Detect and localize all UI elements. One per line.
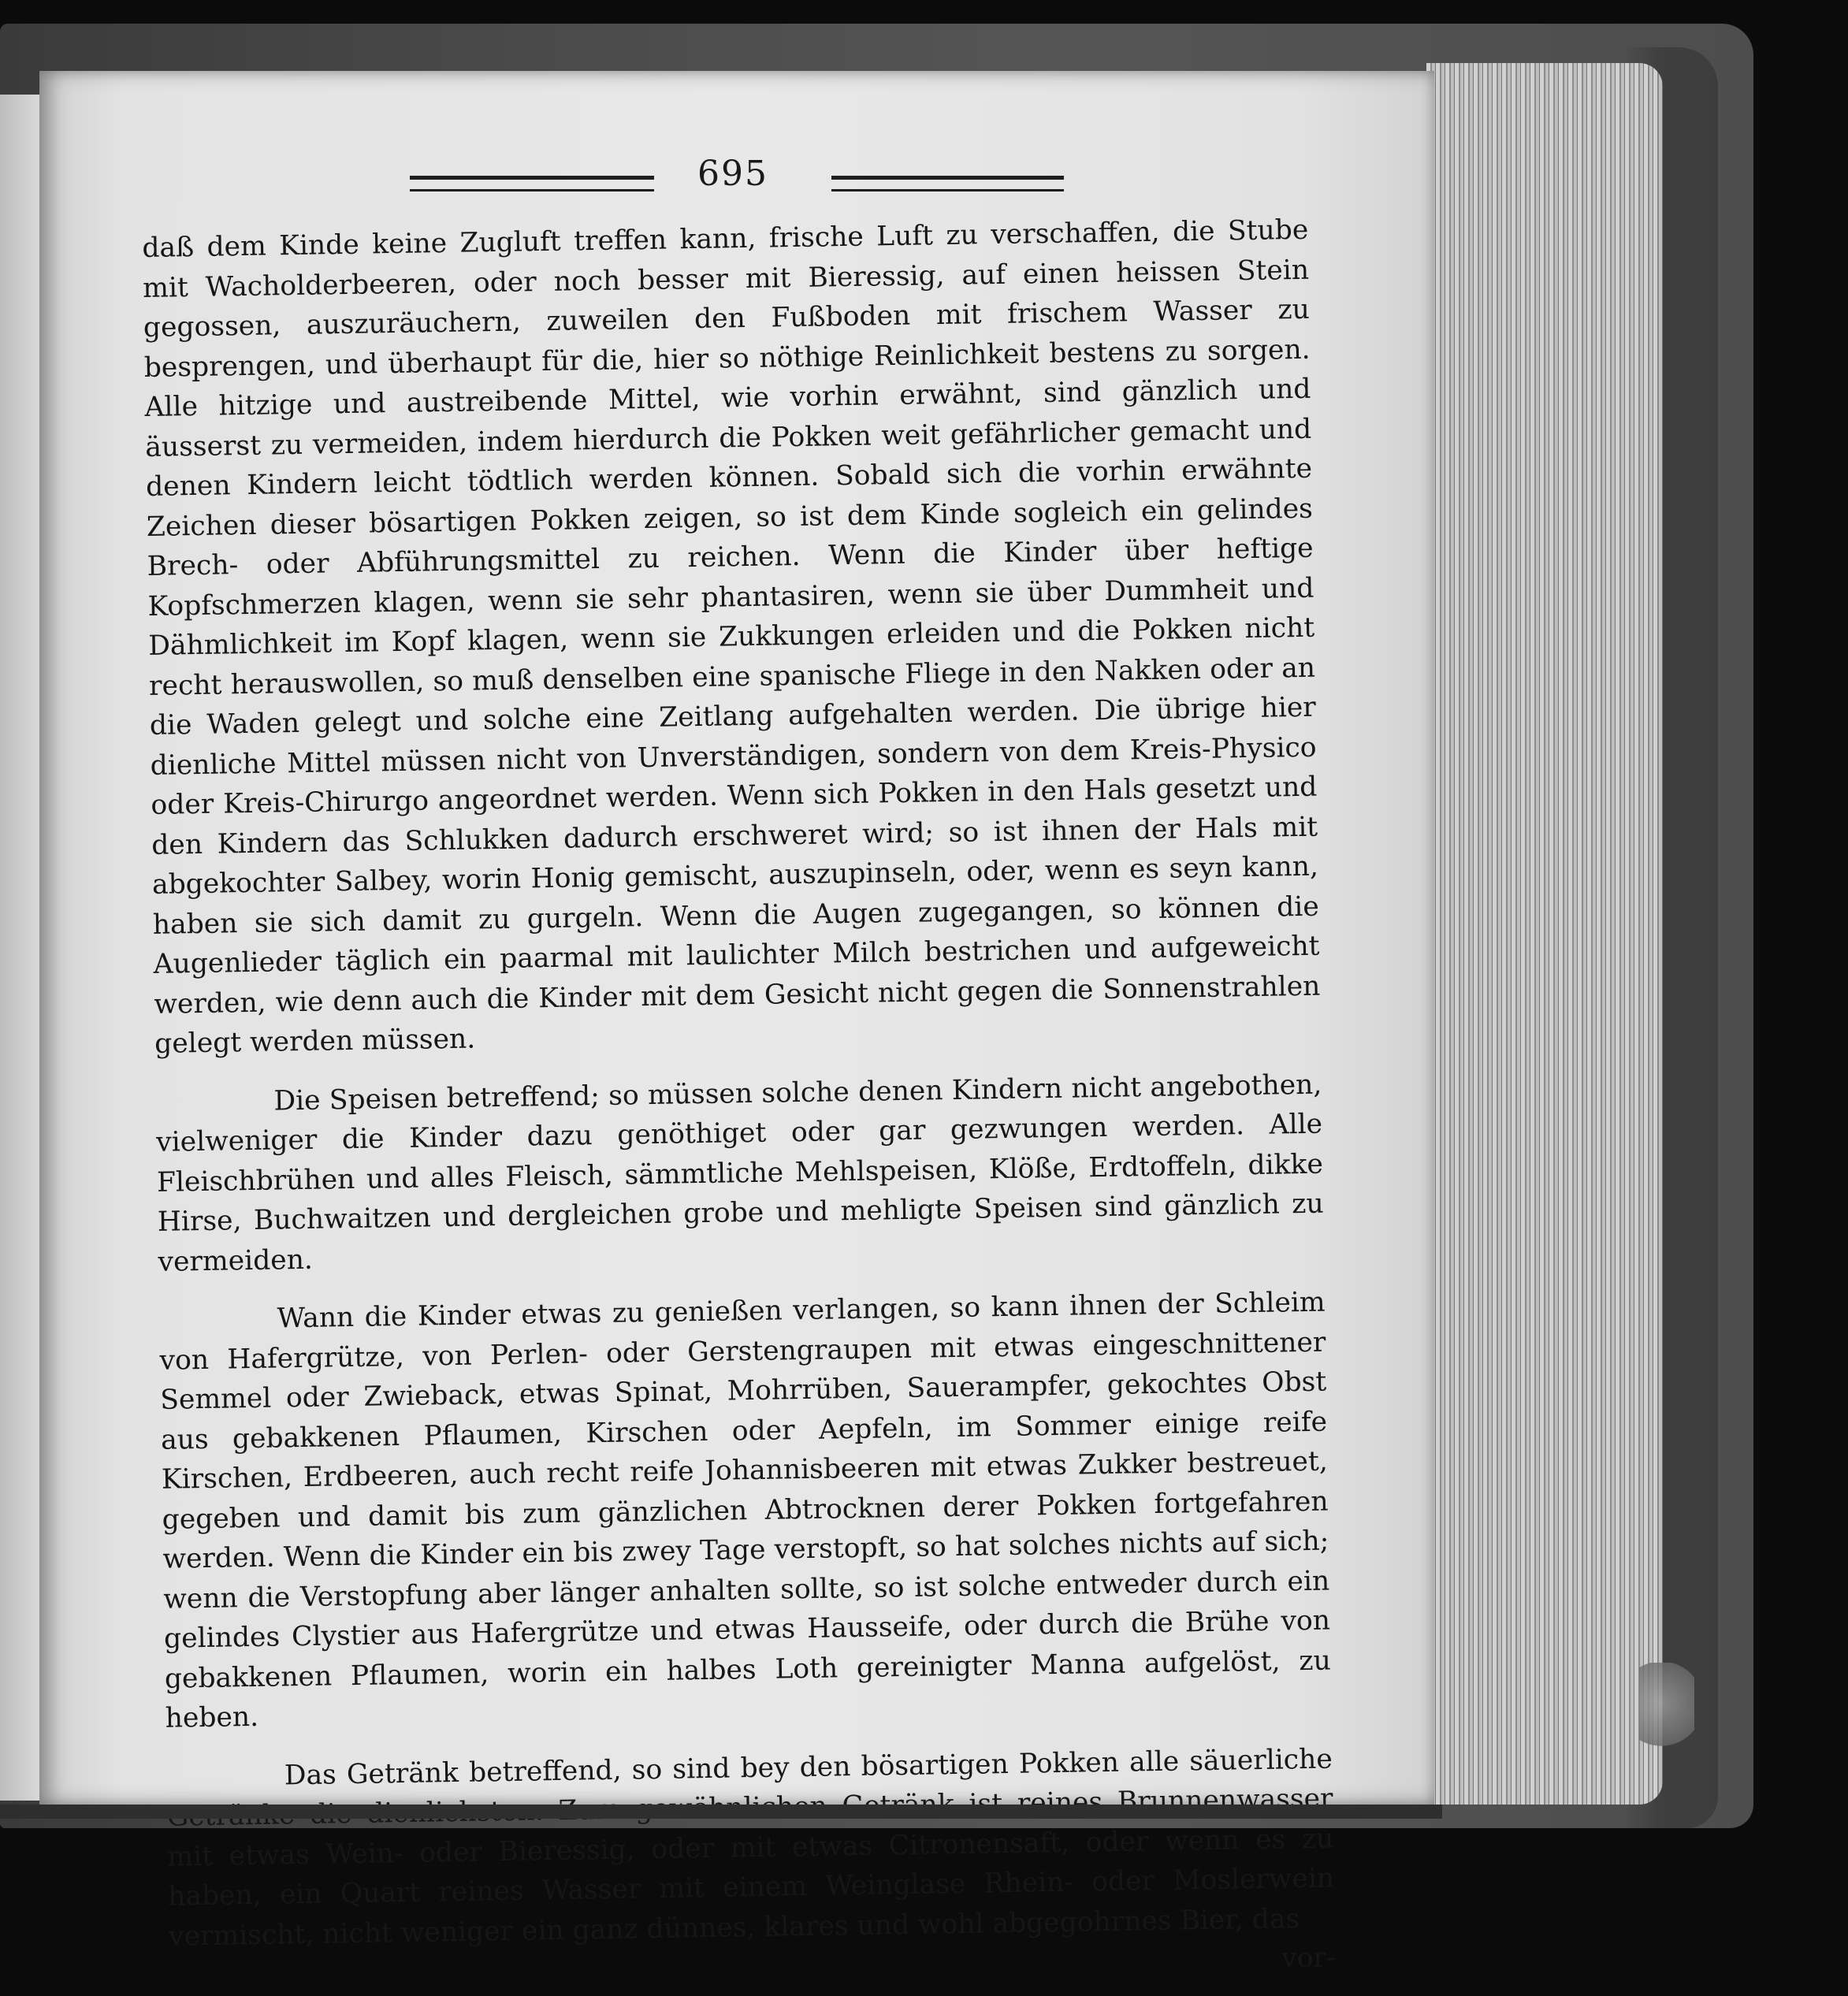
header-rule-right <box>831 176 1064 191</box>
page-edges <box>1426 63 1663 1805</box>
paragraph-1: daß dem Kinde keine Zugluft treffen kann, frische Luft zu verschaffen, die Stube mit Wacholderbeeren, oder noch besser mit Bieressig, auf einen heissen Stein gegossen, auszuräuchern, zuweilen den Fußboden mit frischem Wasser zu besprengen, und überhaupt für die, hier so nöthige Reinlichkeit bestens zu sorgen. Alle hitzige und austreibende Mittel, wie vorhin erwähnt, sind gänzlich und äusserst zu vermeiden, indem hierdurch die Pokken weit gefährlicher gemacht und denen Kindern leicht tödtlich werden können. Sobald sich die vorhin erwähnte Zeichen dieser bösartigen Pokken zeigen, so ist dem Kinde sogleich ein gelindes Brech- oder Abführungsmittel zu reichen. Wenn die Kinder über heftige Kopfschmerzen klagen, wenn sie sehr phantasiren, wenn sie über Dummheit und Dähmlichkeit im Kopf klagen, wenn sie Zukkungen erleiden und die Pokken nicht recht herauswollen, so muß denselben eine spanische Fliege in den Nakken oder an die Waden gelegt und solche eine Zeitlang aufgehalten werden. Die übrige hier dienliche Mittel müssen nicht von Unverständigen, sondern von dem Kreis-Physico oder Kreis-Chirurgo angeordnet werden. Wenn sich Pokken in den Hals gesetzt und den Kindern das Schlukken dadurch erschweret wird; so ist ihnen der Hals mit abgekochter Salbey, worin Honig gemischt, auszupinseln, oder, wenn es seyn kann, haben sie sich damit zu gurgeln. Wenn die Augen zugegangen, so können die Augenlieder täglich ein paarmal mit laulichter Milch bestrichen und aufgeweicht werden, wie denn auch die Kinder mit dem Gesicht nicht gegen die Sonnenstrahlen gelegt werden müssen. <box>142 214 1321 1060</box>
paragraph-4: Das Getränk betreffend, so sind bey den bösartigen Pokken alle säuerliche reines Brunnenwasser mit etwas Wein- oder Bieressig, oder mit etwas Citronensaft, oder wenn es zu haben, ein Quart reines Wasser mit einem Weinglase Rhein- oder Moslerwein vermischt, nicht weniger ein ganz dünnes, klares und wohl abgegohrnes Bier, das <box>167 1743 1335 1953</box>
page-header <box>410 154 1064 209</box>
left-page-edge <box>0 95 39 1801</box>
paragraph-2: Die Speisen betreffend; so müssen solche denen Kindern nicht angebothen, vielweniger die Kinder dazu genöthiget oder gar gezwungen werden. Alle Fleischbrühen und alles Fleisch, sämmtliche Mehlspeisen, Klöße, Erdtoffeln, dikke Hirse, Buchwaitzen und dergleichen grobe und mehligte Speisen sind gänzlich zu vermeiden. <box>155 1069 1324 1278</box>
page-text <box>142 210 1336 1996</box>
header-rule-left <box>410 176 654 191</box>
page-number: 695 <box>697 154 768 194</box>
catchword: vor- <box>1281 1942 1336 1975</box>
book-page <box>39 71 1434 1975</box>
book-bottom-edge <box>0 1805 1442 1819</box>
torn-corner <box>1639 1663 1694 1765</box>
paragraph-3: Wann die Kinder etwas zu genießen verlangen, so kann ihnen der Schleim von Hafergrütze, von Perlen- oder Gerstengraupen mit etwas eingeschnittener Semmel oder Zwieback, etwas Spinat, Mohrrüben, Sauerampfer, gekochtes Obst aus gebakkenen Pflaumen, Kirschen oder Aepfeln, im Sommer einige reife Kirschen, Erdbeeren, auch recht reife Johannisbeeren mit etwas Zukker bestreuet, gegeben und damit bis zum gänzlichen Abtrocknen derer Pokken fortgefahren werden. Wenn die Kinder ein bis zwey Tage verstopft, so hat solches nichts auf sich; wenn die Verstopfung aber länger anhalten sollte, so ist solche entweder durch ein gelindes Clystier aus Hafergrütze und etwas Hausseife, oder durch die Brühe von gebakkenen Pflaumen, worin ein halbes Loth gereinigter Manna aufgelöst, zu heben. <box>159 1286 1332 1734</box>
